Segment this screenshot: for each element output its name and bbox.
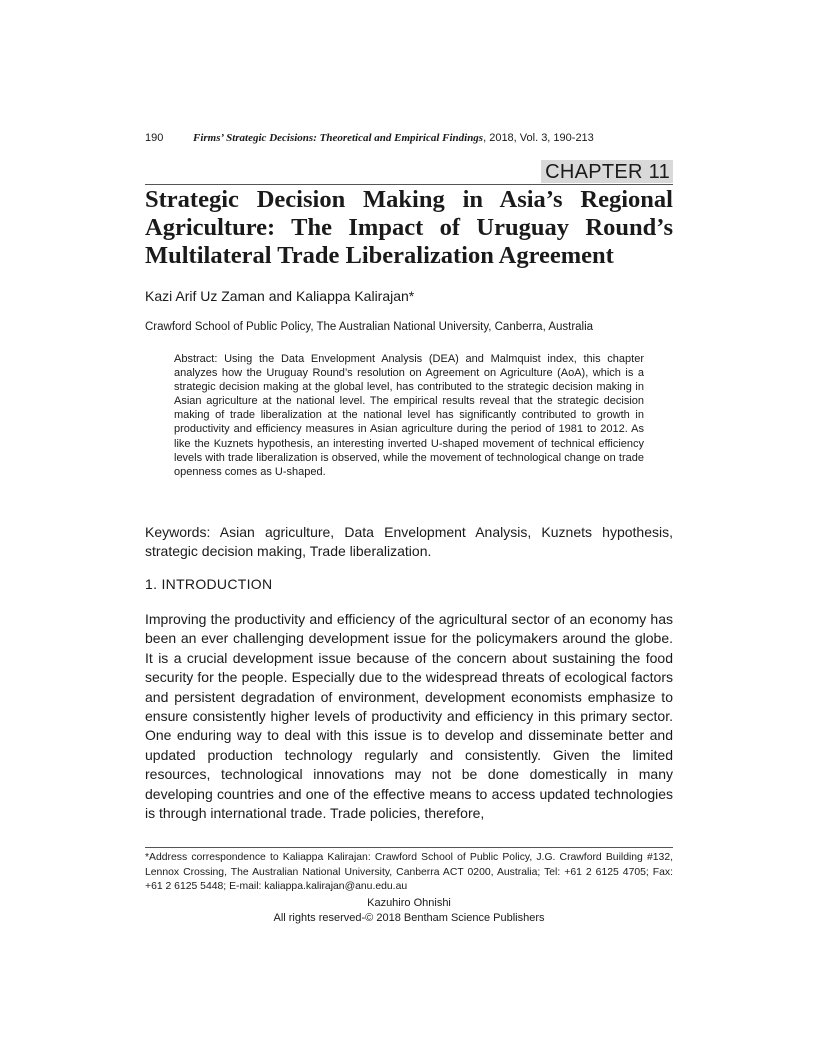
- paper-title: Strategic Decision Making in Asia’s Regional Agriculture: The Impact of Uruguay Round’s Multilateral Trade Liberalization Agreement: [145, 186, 673, 269]
- chapter-rule: [145, 160, 673, 185]
- abstract: Abstract: Using the Data Envelopment Analysis (DEA) and Malmquist index, this chapter analyzes how the Uruguay Round’s resolution on Agreement on Agriculture (AoA), which is a strategic decision making at the global level, has contributed to the strategic decision making in Asian agriculture at the national level. The empirical results reveal that the strategic decision making of trade liberalization at the national level has significantly contributed to growth in productivity and efficiency measures in Asian agriculture during the period of 1981 to 2012. As like the Kuznets hypothesis, an interesting inverted U-shaped movement of technical efficiency levels with trade liberalization is observed, while the movement of technological change on trade openness comes as U-shaped.: [174, 353, 644, 478]
- keywords: Keywords: Asian agriculture, Data Envelopment Analysis, Kuznets hypothesis, strategic decision making, Trade liberalization.: [145, 524, 673, 559]
- copyright-notice: All rights reserved-© 2018 Bentham Science Publishers: [273, 912, 545, 924]
- book-title: Firms’ Strategic Decisions: Theoretical and Empirical Findings: [193, 132, 484, 144]
- publication-info: , 2018, Vol. 3, 190-213: [483, 132, 594, 144]
- editor-name: Kazuhiro Ohnishi: [367, 897, 451, 909]
- authors: Kazi Arif Uz Zaman and Kaliappa Kalirajan*: [145, 288, 415, 304]
- footnote-divider: [145, 847, 673, 848]
- chapter-label: CHAPTER 11: [541, 160, 673, 183]
- correspondence-footnote: *Address correspondence to Kaliappa Kalirajan: Crawford School of Public Policy, J.G. Crawford Building #132, Lennox Crossing, The Australian National University, Canberra ACT 0200, Australia; Tel: +61 2 6125 4705; Fax: +61 2 6125 5448; E-mail: kaliappa.kalirajan@anu.edu.au: [145, 852, 673, 893]
- section-heading: 1. INTRODUCTION: [145, 576, 273, 592]
- introduction-paragraph: Improving the productivity and efficiency of the agricultural sector of an economy has been an ever challenging development issue for the policymakers around the globe. It is a crucial development issue because of the concern about sustaining the food security for the people. Especially due to the widespread threats of ecological factors and persistent degradation of environment, development economists emphasize to ensure consistently higher levels of productivity and efficiency in this primary sector. One enduring way to deal with this issue is to develop and disseminate better and updated production technology regularly and consistently. Given the limited resources, technological innovations may not be done domestically in many developing countries and one of the effective means to access updated technologies is through international trade. Trade policies, therefore,: [145, 611, 673, 822]
- page-number: 190: [145, 132, 164, 144]
- affiliation: Crawford School of Public Policy, The Australian National University, Canberra, Australia: [145, 321, 594, 333]
- running-head: [145, 132, 673, 144]
